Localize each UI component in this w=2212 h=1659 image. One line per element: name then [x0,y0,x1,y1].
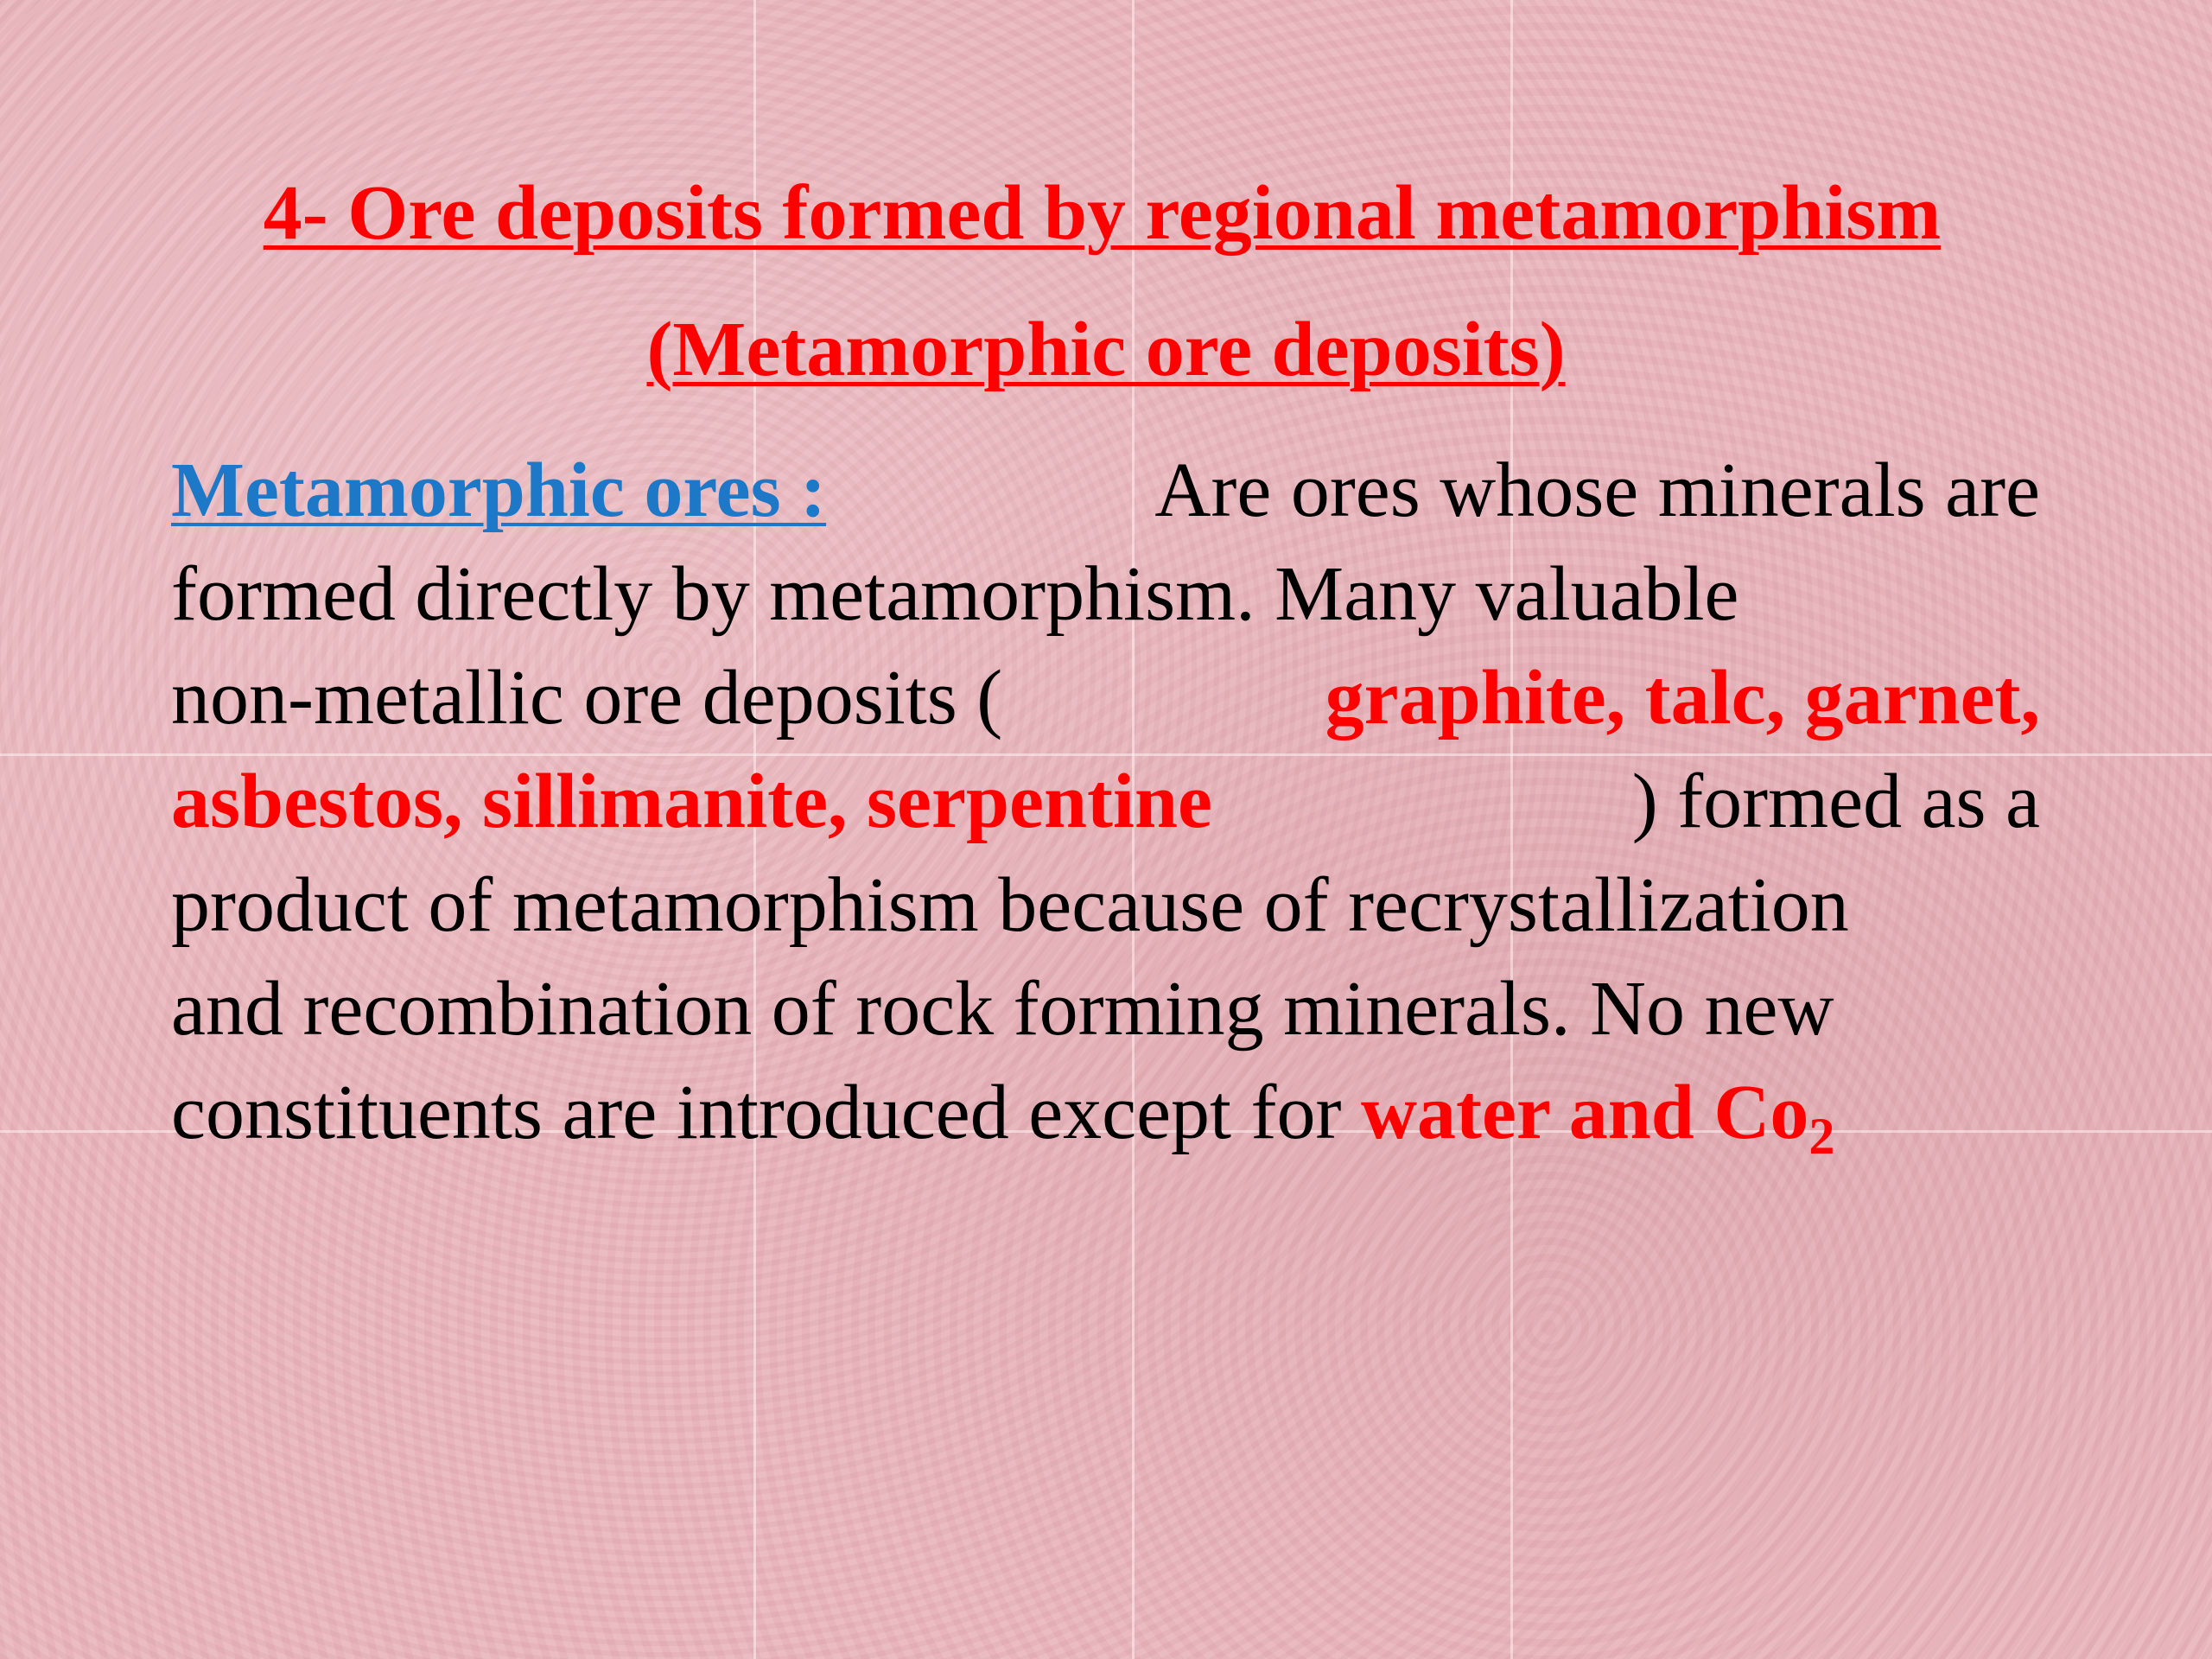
definition-text: formed directly by metamorphism. Many valuable [171,551,1739,637]
paragraph-line [171,646,2040,750]
mineral-list-highlight: asbestos, sillimanite, serpentine [171,759,1212,844]
subscript-two: 2 [1808,1108,1835,1165]
slide-title: 4- Ore deposits formed by regional metamorphism [263,170,1942,256]
definition-text: constituents are introduced except for [171,1070,1361,1155]
definition-text: non-metallic ore deposits ( [171,655,1003,741]
mineral-list-highlight: graphite, talc, garnet, [1325,655,2040,741]
paragraph-line [171,439,2040,543]
slide-subtitle: (Metamorphic ore deposits) [646,307,1566,392]
definition-text: Are ores whose minerals are [1154,448,2040,533]
definition-paragraph [171,439,2040,1165]
paragraph-line [171,543,2040,646]
paragraph-line [171,854,2040,957]
paragraph-line [171,957,2040,1061]
highlight-text: water and Co [1360,1070,1809,1155]
definition-text: product of metamorphism because of recrystallization [171,862,1849,948]
definition-text: ) formed as a [1631,759,2040,844]
paragraph-line [171,750,2040,854]
paragraph-line [171,1061,2040,1165]
definition-text: and recombination of rock forming minerals. No new [171,966,1834,1052]
definition-term: Metamorphic ores : [171,448,827,533]
water-co2-highlight [1361,1061,1834,1165]
